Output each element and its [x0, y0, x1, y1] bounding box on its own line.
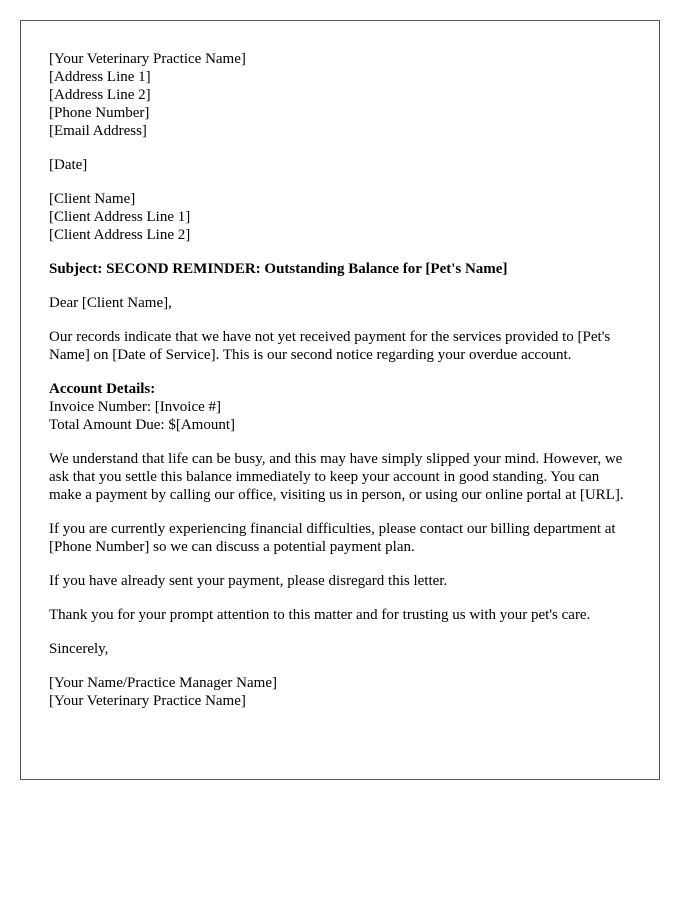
- recipient-name: [Client Name]: [49, 191, 136, 207]
- recipient-block: [49, 190, 631, 244]
- total-amount-due: Total Amount Due: $[Amount]: [49, 417, 236, 433]
- sender-address-line-1: [Address Line 1]: [49, 69, 151, 85]
- signature-block: [49, 674, 631, 710]
- disregard-paragraph: If you have already sent your payment, please disregard this letter.: [49, 573, 448, 589]
- payment-paragraph: We understand that life can be busy, and this may have simply slipped your mind. However, we ask that you settle this balance immediately to keep your account in good standing. You can make a payment by calling our office, visiting us in person, or using our online portal at [URL].: [49, 451, 624, 503]
- sender-address-line-2: [Address Line 2]: [49, 87, 151, 103]
- sender-practice-name: [Your Veterinary Practice Name]: [49, 51, 246, 67]
- account-details-heading: Account Details:: [49, 381, 156, 397]
- closing: Sincerely,: [49, 641, 109, 657]
- intro-paragraph: Our records indicate that we have not yet received payment for the services provided to [Pet's Name] on [Date of Service]. This is our second notice regarding your overdue account.: [49, 329, 611, 363]
- signature-name: [Your Name/Practice Manager Name]: [49, 675, 277, 691]
- letter-date: [Date]: [49, 157, 88, 173]
- signature-practice-name: [Your Veterinary Practice Name]: [49, 693, 246, 709]
- recipient-address-line-2: [Client Address Line 2]: [49, 227, 191, 243]
- thanks-paragraph: Thank you for your prompt attention to this matter and for trusting us with your pet's care.: [49, 607, 591, 623]
- account-details-block: [49, 380, 631, 434]
- salutation: Dear [Client Name],: [49, 295, 172, 311]
- subject-line: Subject: SECOND REMINDER: Outstanding Balance for [Pet's Name]: [49, 261, 508, 277]
- recipient-address-line-1: [Client Address Line 1]: [49, 209, 191, 225]
- hardship-paragraph: If you are currently experiencing financial difficulties, please contact our billing department at [Phone Number] so we can discuss a potential payment plan.: [49, 521, 616, 555]
- sender-block: [49, 50, 631, 140]
- sender-email: [Email Address]: [49, 123, 147, 139]
- letter-page: [20, 20, 660, 780]
- date-block: [49, 156, 631, 174]
- sender-phone: [Phone Number]: [49, 105, 150, 121]
- invoice-number: Invoice Number: [Invoice #]: [49, 399, 222, 415]
